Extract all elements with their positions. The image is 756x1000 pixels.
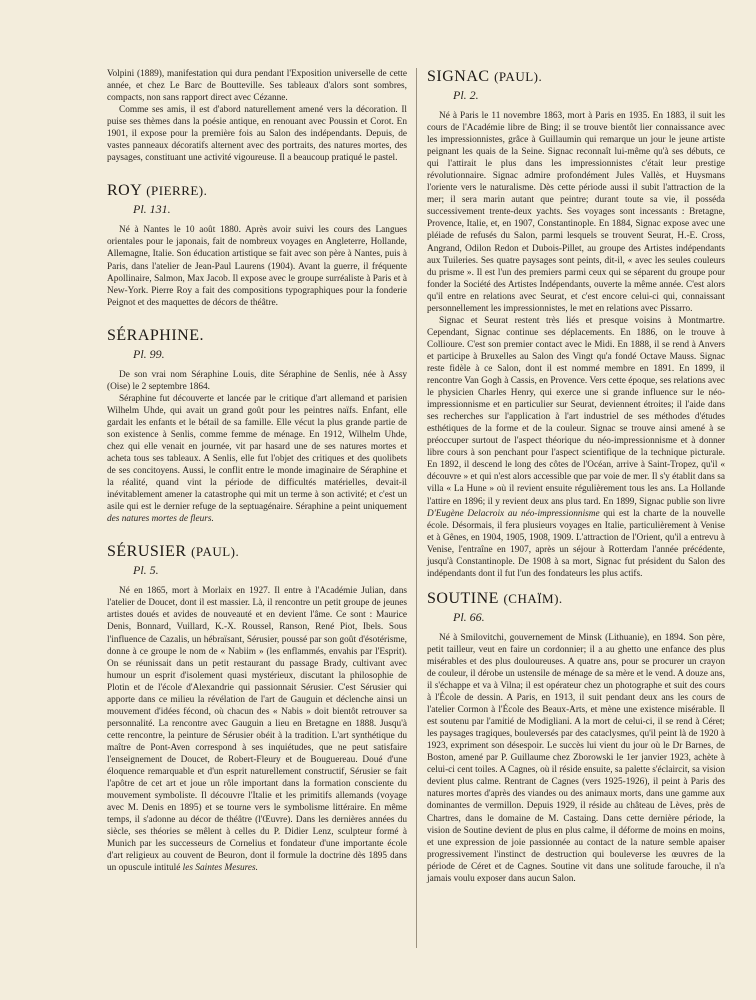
artist-first-name: (CHAÏM).	[503, 590, 563, 606]
entry-text: Né à Smilovitchi, gouvernement de Minsk (Lithuanie), en 1894. Son père, petit tailleur, veut en faire un cordonnier; il a au ghetto une enfance des plus misérables et des plus douloureuses. A quatre ans, pour se procurer un crayon de couleur, il dérobe un ustensile de ménage de sa mère et le vend. A douze ans, il s'échappe et va à Vilna; il est opérateur chez un photographe et suit des cours à l'École de dessin. A Paris, en 1913, il suit pendant deux ans les cours de l'atelier Cormon à l'École des Beaux-Arts, et mène une existence misérable. Il est soutenu par l'amitié de Modigliani. A la mort de celui-ci, il se rend à Céret; les paysages tragiques, bouleversés par des cataclysmes, qu'il peint là de 1920 à 1923, expriment son désespoir. Le succès lui vient du jour où le Dr Barnes, de Boston, amené par P. Guillaume chez Zborowski le 1er janvier 1923, achète à celui-ci cent toiles. A Cagnes, où il réside ensuite, sa palette s'éclaircit, sa vision devient plus calme. Rentrant de Cagnes (vers 1925-1926), il peint à Paris des natures mortes d'après des viandes ou des animaux morts, dans une gamme aux dominantes de vermillon. Depuis 1929, il réside au château de Lèves, près de Chartres, dans le domaine de M. Castaing. Dans cette dernière période, la vision de Soutine devient de plus en plus calme, il déforme de moins en moins, et une expression de joie passionnée au contact de la nature semble apaiser progressivement l'instinct de destruction qui bouleverse les œuvres de la période de Céret et de Cagnes. Soutine vit dans une solitude farouche, il n'a jamais voulu exposer dans aucun Salon.	[427, 632, 725, 884]
entry-heading	[107, 543, 407, 561]
entry-serusier	[107, 543, 407, 874]
entry-text-body: Séraphine fut découverte et lancée par le critique d'art allemand et parisien Wilhelm Uhde, qui avait un grand goût pour les peintres naïfs. Enfant, elle gardait les enfants et le bétail de sa famille. Elle vécut la plus grande partie de son existence à Senlis, comme femme de ménage. En 1912, Wilhelm Uhde, chez qui elle venait en journée, vit par hasard une de ses natures mortes et acheta tous ses tableaux. A Senlis, elle fut l'objet des critiques et des quolibets de ses concitoyens. Aussi, le conflit entre le monde imaginaire de Séraphine et la réalité, quand vint la période de difficultés matérielles, devait-il inévitablement amener la catastrophe qui mit un terme à son activité; et c'est un asile qui est le dernier refuge de la septuagénaire. Séraphine a peint uniquement	[107, 393, 407, 513]
column-divider	[416, 68, 417, 948]
artist-first-name: (PIERRE).	[146, 183, 208, 199]
intro-paragraph-2: Comme ses amis, il est d'abord naturellement amené vers la décoration. Il puise ses thèmes dans la poésie antique, en renouant avec Poussin et Corot. En 1901, il expose pour la première fois au Salon des indépendants. Depuis, de vastes panneaux décoratifs alternent avec des portraits, des natures mortes, des paysages, constituant une activité vigoureuse. Il a beaucoup pratiqué le pastel.	[107, 105, 407, 164]
entry-roy	[107, 182, 407, 308]
artist-first-name: (PAUL).	[494, 69, 543, 84]
left-column	[107, 68, 407, 874]
entry-text-body: Signac et Seurat restent très liés et presque voisins à Montmartre. Cependant, Signac continue ses déplacements. En 1886, on le trouve à Collioure. C'est son premier contact avec le Midi. En 1888, il se rend à Anvers et participe à Bruxelles au Salon des Vingt qu'a fondé Octave Mauss. Signac reste fidèle à ce Salon, dont il est nommé membre en 1891. En 1899, il rencontre Van Gogh à Cassis, en Provence. Vers cette époque, ses relations avec le physicien Charles Henry, qui exerce une si grande influence sur le néo-impressionnisme et en particulier sur Seurat, deviennent étroites; il l'aide dans ses recherches sur l'application à l'art industriel de ses méthodes d'études esthétiques de la forme et de la couleur. Signac se trouve ainsi amené à se préoccuper surtout de l'aspect théorique du néo-impressionnisme et à donner libre cours à son penchant pour l'aspect scientifique de la technique picturale. En 1892, il descend le long des côtes de l'Océan, arrive à Saint-Tropez, qu'il « découvre » et qui n'est alors accessible que par voie de mer. Il s'y établit dans sa villa « La Hune » où il revient ensuite régulièrement tous les ans. La Hollande l'attire en 1896; il y revient deux ans plus tard. En 1899, Signac publie son livre	[427, 315, 725, 507]
italic-title: D'Eugène Delacroix au néo-impressionnisme	[427, 508, 600, 519]
entry-heading	[107, 182, 407, 200]
artist-surname: ROY	[107, 182, 142, 200]
entry-seraphine	[107, 327, 407, 526]
artist-surname: SÉRUSIER	[107, 543, 187, 561]
entry-heading	[427, 590, 725, 608]
intro-paragraph: Volpini (1889), manifestation qui dura pendant l'Exposition universelle de cette année, et chez Le Barc de Boutteville. Ses tableaux d'alors sont sombres, compacts, non sans rapport direct avec Cézanne.	[107, 69, 407, 104]
entry-text: Né à Nantes le 10 août 1880. Après avoir suivi les cours des Langues orientales pour le japonais, fait de nombreux voyages en Angleterre, Hollande, Allemagne, Italie. Son éducation artistique se fait avec son père à Nantes, puis à Paris, dans l'atelier de Jean-Paul Laurens (1904). Avant la guerre, il fréquente Apollinaire, Salmon, Max Jacob. Il expose avec le groupe surréaliste à Paris et à New-York. Pierre Roy a fait des compositions typographiques pour la fonderie Peignot et des maquettes de décors de théâtre.	[107, 225, 407, 308]
artist-first-name: (PAUL).	[191, 544, 240, 560]
entry-heading	[427, 68, 725, 86]
entry-text: De son vrai nom Séraphine Louis, dite Séraphine de Senlis, née à Assy (Oise) le 2 septembre 1864.	[107, 369, 407, 392]
plate-reference: Pl. 2.	[453, 88, 479, 102]
entry-text-continued	[427, 315, 725, 580]
italic-title: les Saintes Mesures.	[182, 863, 258, 874]
entry-soutine	[427, 590, 725, 885]
plate-reference: Pl. 131.	[133, 202, 171, 217]
plate-reference: Pl. 99.	[133, 346, 165, 361]
artist-surname: SOUTINE	[427, 589, 499, 607]
plate-reference: Pl. 5.	[133, 563, 159, 578]
entry-text-tail: qui est la charte de la nouvelle école. Désormais, il fera plusieurs voyages en Italie, particulièrement à Venise et à Gênes, en 1904, 1905, 1908, 1909. L'attraction de l'Orient, qu'il a entrevu à Venise, l'entraîne en 1907, après un séjour à Rotterdam l'année précédente, jusqu'à Constantinople. De 1908 à sa mort, Signac fut président du Salon des indépendants dont il fut l'un des fondateurs les plus actifs.	[427, 508, 725, 579]
entry-text	[107, 585, 407, 874]
plate-reference: Pl. 66.	[453, 609, 485, 624]
right-column	[427, 68, 725, 885]
entry-text: Né à Paris le 11 novembre 1863, mort à Paris en 1935. En 1883, il suit les cours de l'Académie libre de Bing; il se trouve bientôt lier connaissance avec les impressionnistes, grâce à Guillaumin qui remarque un jour le jeune artiste peignant les quais de la Seine. Signac reconnaît lui-même qu'à ses débuts, ce qui l'attirait le plus dans les impressionnistes c'était leur prestige révolutionnaire. Signac admire profondément Jules Vallès, et Huysmans l'oriente vers le naturalisme. Dès cette période aussi il subit l'attraction de la mer; il sera marin autant que peintre; durant toute sa vie, il posséda successivement trente-deux yachts. Ses voyages sont incessants : Bretagne, Provence, Italie, et, en 1907, Constantinople. En 1884, Signac expose avec une pléiade de refusés du Salon, parmi lesquels se trouvent Seurat, H.-E. Cross, Angrand, Odilon Redon et Dubois-Pillet, au groupe des Artistes indépendants aux Tuileries. Ses quatre paysages sont peints, dit-il, « avec les seules couleurs du prisme ». Il est l'un des premiers parmi ceux qui se séparent du groupe pour fonder la Société des Artistes Indépendants, ouverte la même année. C'est alors qu'il entre en relations avec Seurat, et c'est encore celui-ci qui, connaissant personnellement les impressionnistes, le met en relations avec Pissarro.	[427, 111, 725, 314]
entry-text-continued	[107, 393, 407, 526]
entry-signac	[427, 68, 725, 580]
italic-phrase: des natures mortes de fleurs.	[107, 514, 214, 525]
entry-heading: SÉRAPHINE.	[107, 326, 205, 344]
entry-text-body: Né en 1865, mort à Morlaix en 1927. Il entre à l'Académie Julian, dans l'atelier de Doucet, dont il est massier. Là, il rencontre un petit groupe de jeunes artistes doués et avides de nouveauté et en devient l'âme. Ce sont : Maurice Denis, Bonnard, Vuillard, K.-X. Roussel, Ranson, René Piot, Ibels. Sous l'influence de Cazalis, un hébraïsant, Sérusier, poussé par son goût d'ésotérisme, donne à ce groupe le nom de « Nabiim » (les enflammés, envahis par l'Esprit). On se réunissait dans un petit restaurant du passage Brady, cultivant avec humour un esprit d'isolement quasi mystérieux, discutant la philosophie de Plotin et de l'école d'Alexandrie qui passionnait Sérusier. C'est Sérusier qui apporte dans ce milieu la révélation de l'art de Gauguin et déclenche ainsi un mouvement d'idées fécond, où chacun des « Nabis » doit bientôt retrouver sa personnalité. La rencontre avec Gauguin a lieu en Bretagne en 1888. Jusqu'à cette rencontre, la peinture de Sérusier obéit à la tradition. L'art synthétique du maître de Pont-Aven correspond à ses inquiétudes, que ne peut satisfaire l'enseignement de Doucet, de Robert-Fleury et de Bouguereau. Doué d'une éloquence remarquable et d'un esprit naturellement constructif, Sérusier se fait l'apôtre de cet art et joue un rôle important dans la formation consciente du mouvement symboliste. Il découvre l'Italie et les primitifs allemands (voyage avec M. Denis en 1895) et se tourne vers le symbolisme littéraire. En même temps, il s'adonne au décor de théâtre (l'Œuvre). Dans les dernières années du siècle, ses théories se mêlent à celles du P. Didier Lenz, sculpteur formé à Munich par les successeurs de Cornelius et fondateur d'une importante école d'art religieux au couvent de Beuron, dont il formule la doctrine dès 1895 dans un opuscule intitulé	[107, 586, 407, 874]
artist-surname: SIGNAC	[427, 68, 490, 85]
